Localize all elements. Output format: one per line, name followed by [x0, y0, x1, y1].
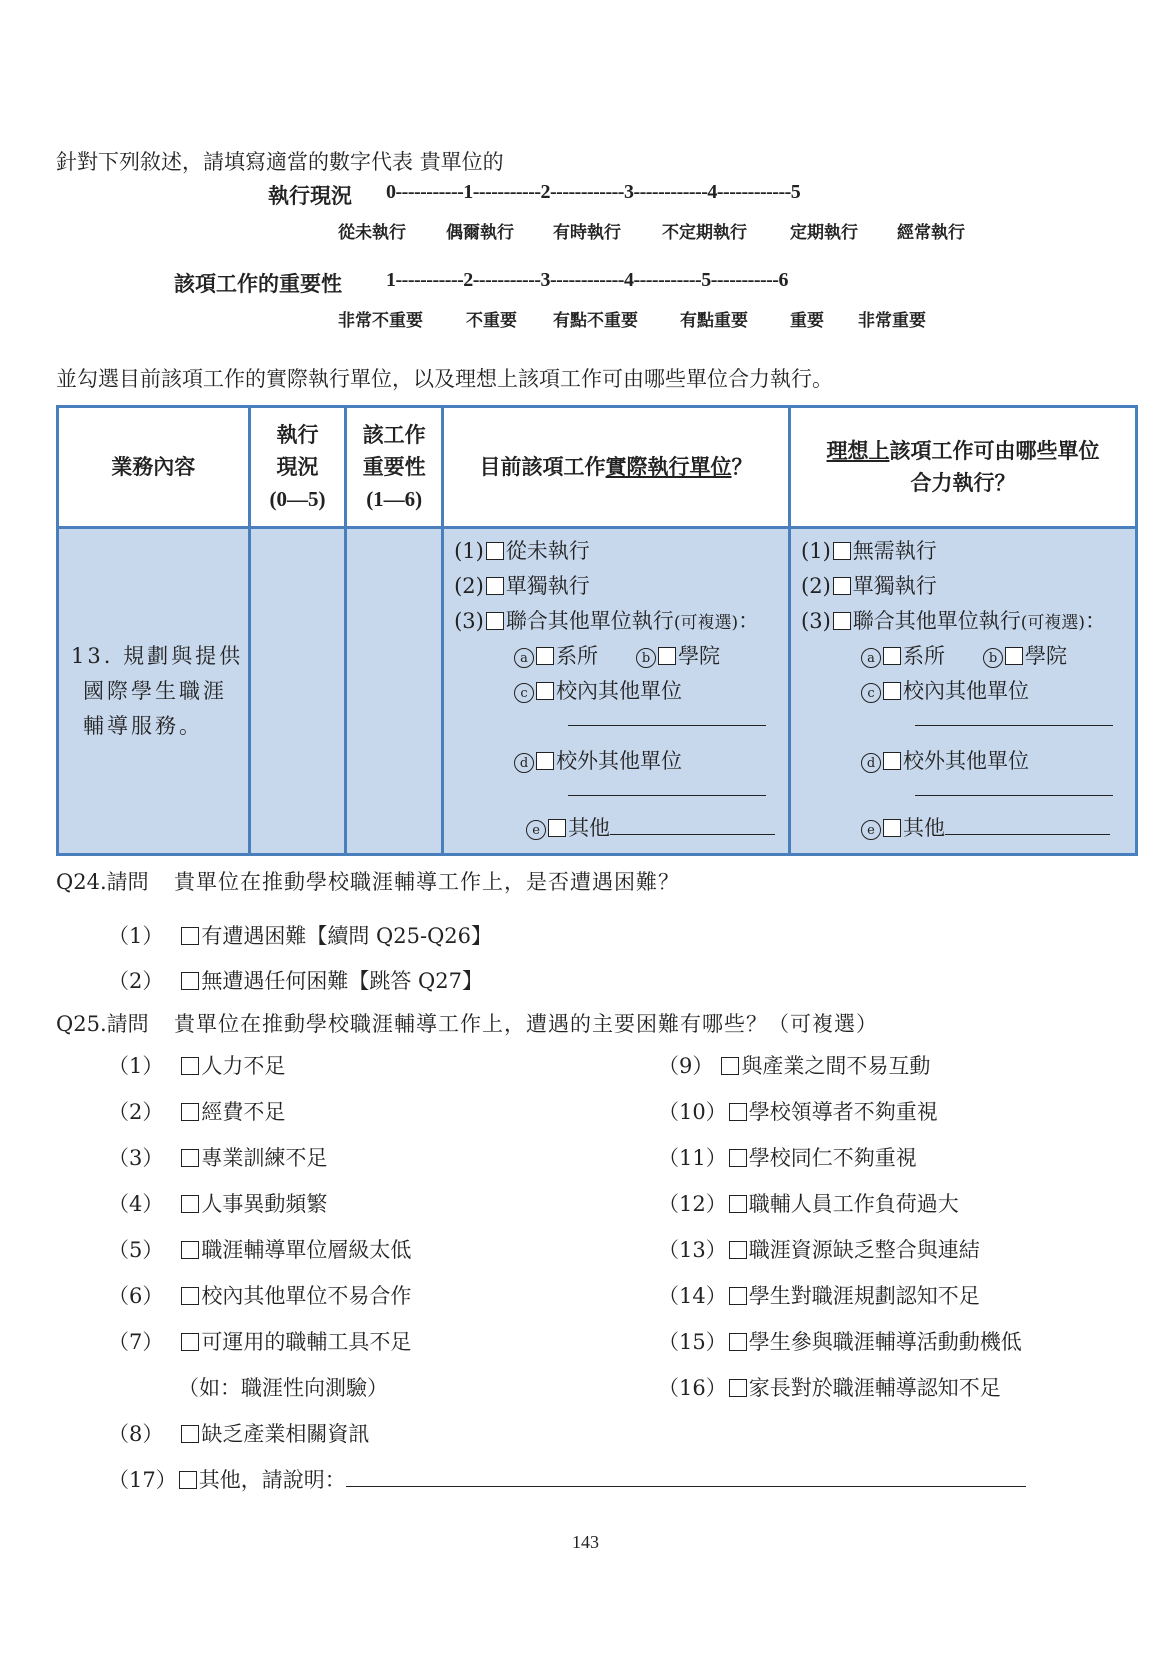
checkbox[interactable]: [883, 752, 901, 770]
checkbox[interactable]: [181, 1287, 199, 1305]
checkbox[interactable]: [486, 612, 504, 630]
checkbox[interactable]: [833, 577, 851, 595]
q25-option[interactable]: （14） 學生對職涯規劃認知不足: [658, 1284, 980, 1308]
checkbox[interactable]: [729, 1287, 747, 1305]
checkbox[interactable]: [833, 542, 851, 560]
scale2-level: 重要: [790, 311, 824, 331]
q25-option[interactable]: （7） 可運用的職輔工具不足: [108, 1330, 412, 1354]
blank-line[interactable]: [568, 779, 766, 796]
q24-question: 貴單位在推動學校職涯輔導工作上，是否遭遇困難？: [174, 870, 680, 894]
scale2-level: 有點不重要: [553, 311, 638, 331]
ideal-unit-cell: (1) 無需執行 (2) 單獨執行 (3) 聯合其他單位執行(可複選)： a 系所 b 學院 c 校內其他單位 d 校外其他單位 e 其他: [790, 528, 1137, 855]
q25-option-other[interactable]: （17） 其他，請說明：: [108, 1464, 1026, 1494]
q24-option-1[interactable]: （1） 有遭遇困難【續問 Q25-Q26】: [108, 924, 493, 948]
header-ideal-unit: 理想上該項工作可由哪些單位 合力執行？: [790, 407, 1137, 528]
scale1-level: 從未執行: [338, 223, 406, 243]
scale2-level: 非常不重要: [338, 311, 423, 331]
circle-b: b: [636, 648, 656, 668]
checkbox[interactable]: [729, 1103, 747, 1121]
q24-option-2[interactable]: （2） 無遭遇任何困難【跳答 Q27】: [108, 969, 483, 993]
scale1-level: 偶爾執行: [446, 223, 514, 243]
scale1-level: 定期執行: [790, 223, 858, 243]
checkbox[interactable]: [729, 1241, 747, 1259]
checkbox[interactable]: [486, 542, 504, 560]
status-input-cell[interactable]: [249, 528, 346, 855]
circle-e: e: [526, 820, 546, 840]
circle-c: c: [861, 683, 881, 703]
scale2-level: 不重要: [466, 311, 517, 331]
q25-option[interactable]: （13） 職涯資源缺乏整合與連結: [658, 1238, 980, 1262]
page-number: 143: [572, 1532, 599, 1552]
q25-option-note: （如：職涯性向測驗）: [178, 1376, 388, 1400]
checkbox[interactable]: [181, 1103, 199, 1121]
q25-option[interactable]: （8） 缺乏產業相關資訊: [108, 1422, 370, 1446]
header-status: 執行 現況 (0—5): [249, 407, 346, 528]
checkbox[interactable]: [486, 577, 504, 595]
q25-option[interactable]: （12） 職輔人員工作負荷過大: [658, 1192, 959, 1216]
blank-line[interactable]: [915, 779, 1113, 796]
q25-option[interactable]: （1） 人力不足: [108, 1054, 286, 1078]
task-cell: 13. 規劃與提供 國際學生職涯 輔導服務。: [58, 528, 250, 855]
q25-option[interactable]: （5） 職涯輔導單位層級太低: [108, 1238, 412, 1262]
scale1-axis: 0-----------1-----------2------------3------------4------------5: [386, 181, 801, 203]
checkbox[interactable]: [536, 682, 554, 700]
instruction-text: 並勾選目前該項工作的實際執行單位，以及理想上該項工作可由哪些單位合力執行。: [56, 367, 833, 391]
scale1-level: 有時執行: [553, 223, 621, 243]
blank-line[interactable]: [945, 818, 1110, 835]
blank-line[interactable]: [915, 709, 1113, 726]
scale2-level: 有點重要: [680, 311, 748, 331]
checkbox[interactable]: [729, 1195, 747, 1213]
q25-option[interactable]: （16） 家長對於職涯輔導認知不足: [658, 1376, 1001, 1400]
circle-a: a: [861, 648, 881, 668]
checkbox[interactable]: [181, 972, 199, 990]
q25-label: Q25.請問: [56, 1012, 149, 1036]
header-importance: 該工作 重要性 (1—6): [346, 407, 443, 528]
checkbox[interactable]: [883, 819, 901, 837]
blank-line[interactable]: [610, 818, 775, 835]
q25-option[interactable]: （9） 與產業之間不易互動: [658, 1054, 931, 1078]
header-task: 業務內容: [58, 407, 250, 528]
checkbox[interactable]: [721, 1057, 739, 1075]
checkbox[interactable]: [181, 927, 199, 945]
q25-option[interactable]: （4） 人事異動頻繁: [108, 1192, 328, 1216]
checkbox[interactable]: [658, 647, 676, 665]
circle-c: c: [514, 683, 534, 703]
q24-label: Q24.請問: [56, 870, 149, 894]
importance-input-cell[interactable]: [346, 528, 443, 855]
checkbox[interactable]: [181, 1425, 199, 1443]
scale2-label: 該項工作的重要性: [174, 272, 342, 296]
q25-question: 貴單位在推動學校職涯輔導工作上，遭遇的主要困難有哪些？（可複選）: [174, 1012, 878, 1036]
circle-d: d: [514, 753, 534, 773]
checkbox[interactable]: [536, 752, 554, 770]
checkbox[interactable]: [536, 647, 554, 665]
header-current-unit: 目前該項工作實際執行單位？: [443, 407, 790, 528]
checkbox[interactable]: [729, 1149, 747, 1167]
checkbox[interactable]: [548, 819, 566, 837]
checkbox[interactable]: [883, 682, 901, 700]
other-blank-line[interactable]: [346, 1470, 1026, 1487]
checkbox[interactable]: [883, 647, 901, 665]
checkbox[interactable]: [729, 1333, 747, 1351]
task-table: [56, 405, 1138, 856]
circle-b: b: [983, 648, 1003, 668]
q25-option[interactable]: （11） 學校同仁不夠重視: [658, 1146, 917, 1170]
checkbox[interactable]: [181, 1149, 199, 1167]
q25-option[interactable]: （6） 校內其他單位不易合作: [108, 1284, 412, 1308]
q25-option[interactable]: （15） 學生參與職涯輔導活動動機低: [658, 1330, 1022, 1354]
q25-option[interactable]: （10） 學校領導者不夠重視: [658, 1100, 938, 1124]
q25-option[interactable]: （2） 經費不足: [108, 1100, 286, 1124]
circle-e: e: [861, 820, 881, 840]
circle-d: d: [861, 753, 881, 773]
scale1-label: 執行現況: [268, 184, 352, 208]
blank-line[interactable]: [568, 709, 766, 726]
scale1-level: 不定期執行: [662, 223, 747, 243]
q25-option[interactable]: （3） 專業訓練不足: [108, 1146, 328, 1170]
scale2-level: 非常重要: [858, 311, 926, 331]
checkbox[interactable]: [181, 1333, 199, 1351]
current-unit-cell: (1) 從未執行 (2) 單獨執行 (3) 聯合其他單位執行(可複選)： a 系所 b 學院 c 校內其他單位 d 校外其他單位 e 其他: [443, 528, 790, 855]
intro-text: 針對下列敘述，請填寫適當的數字代表 貴單位的: [56, 150, 504, 174]
checkbox[interactable]: [833, 612, 851, 630]
scale1-level: 經常執行: [897, 223, 965, 243]
checkbox[interactable]: [181, 1195, 199, 1213]
checkbox[interactable]: [181, 1057, 199, 1075]
scale2-axis: 1-----------2-----------3------------4-----------5-----------6: [386, 269, 788, 291]
checkbox[interactable]: [1005, 647, 1023, 665]
circle-a: a: [514, 648, 534, 668]
checkbox[interactable]: [181, 1241, 199, 1259]
checkbox[interactable]: [729, 1379, 747, 1397]
checkbox[interactable]: [179, 1471, 197, 1489]
